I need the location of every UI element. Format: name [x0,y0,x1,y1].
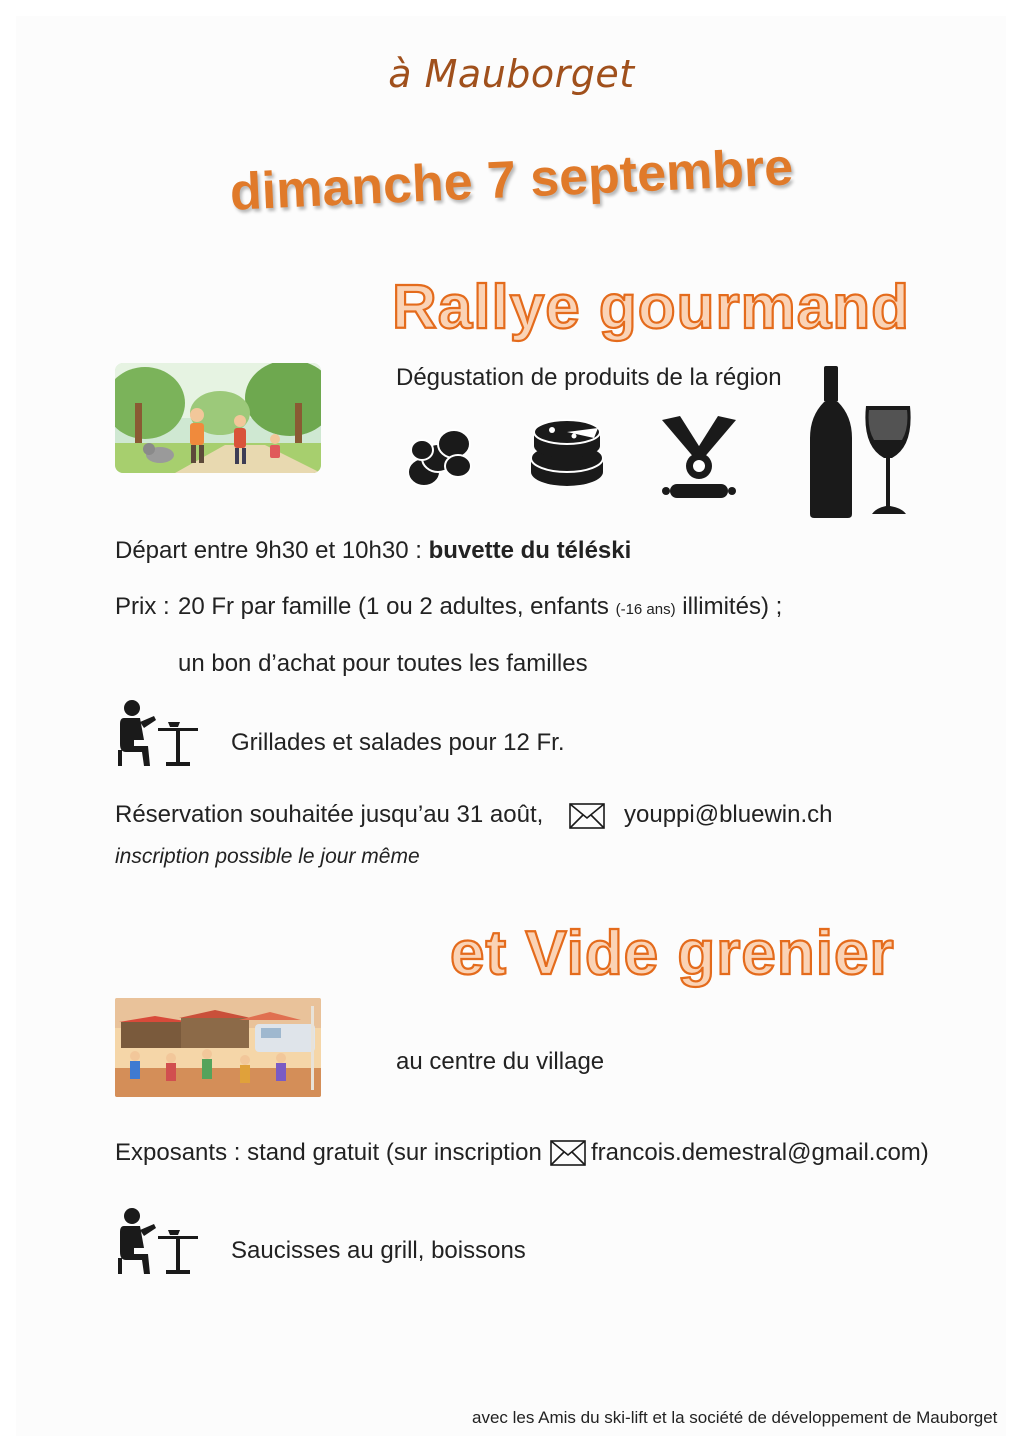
tasting-subtitle: Dégustation de produits de la région [396,364,782,391]
departure-place: buvette du téléski [428,537,632,564]
departure-time: Départ entre 9h30 et 10h30 : [115,537,429,564]
sausage-knives-icon [656,414,742,504]
envelope-icon [569,803,605,829]
inscription-note: inscription possible le jour même [115,845,420,868]
price-line [178,593,782,621]
village-center-text: au centre du village [396,1048,605,1075]
vide-grenier-title: et Vide grenier [450,919,895,988]
event-date: dimanche 7 septembre [228,138,795,222]
reservation-text: Réservation souhaitée jusqu’au 31 août, [115,801,544,828]
dining-person-icon [114,1208,202,1276]
envelope-icon [550,1140,586,1166]
sausages-drinks-text: Saucisses au grill, boissons [231,1237,526,1264]
market-illustration [115,998,321,1097]
hiking-family-illustration [115,363,321,473]
price-text-end: illimités) ; [675,593,783,620]
grill-salad-text: Grillades et salades pour 12 Fr. [231,729,565,756]
exhibitors-email-link[interactable]: francois.demestral@gmail.com) [591,1139,929,1166]
price-age-note: (-16 ans) [615,601,676,618]
voucher-line: un bon d’achat pour toutes les familles [178,650,588,677]
bread-icon [404,420,476,492]
price-label: Prix : [115,593,170,620]
departure-line [115,537,631,565]
wine-icon [806,366,916,521]
location-heading: à Mauborget [388,52,635,96]
cheese-icon [528,414,606,492]
footer-credits: avec les Amis du ski-lift et la société de développement de Mauborget [472,1408,998,1427]
rallye-title: Rallye gourmand [392,273,910,342]
dining-person-icon [114,700,202,768]
price-text: 20 Fr par famille (1 ou 2 adultes, enfants [178,593,616,620]
exhibitors-text: Exposants : stand gratuit (sur inscription [115,1139,542,1166]
reservation-email-link[interactable]: youppi@bluewin.ch [624,801,833,828]
